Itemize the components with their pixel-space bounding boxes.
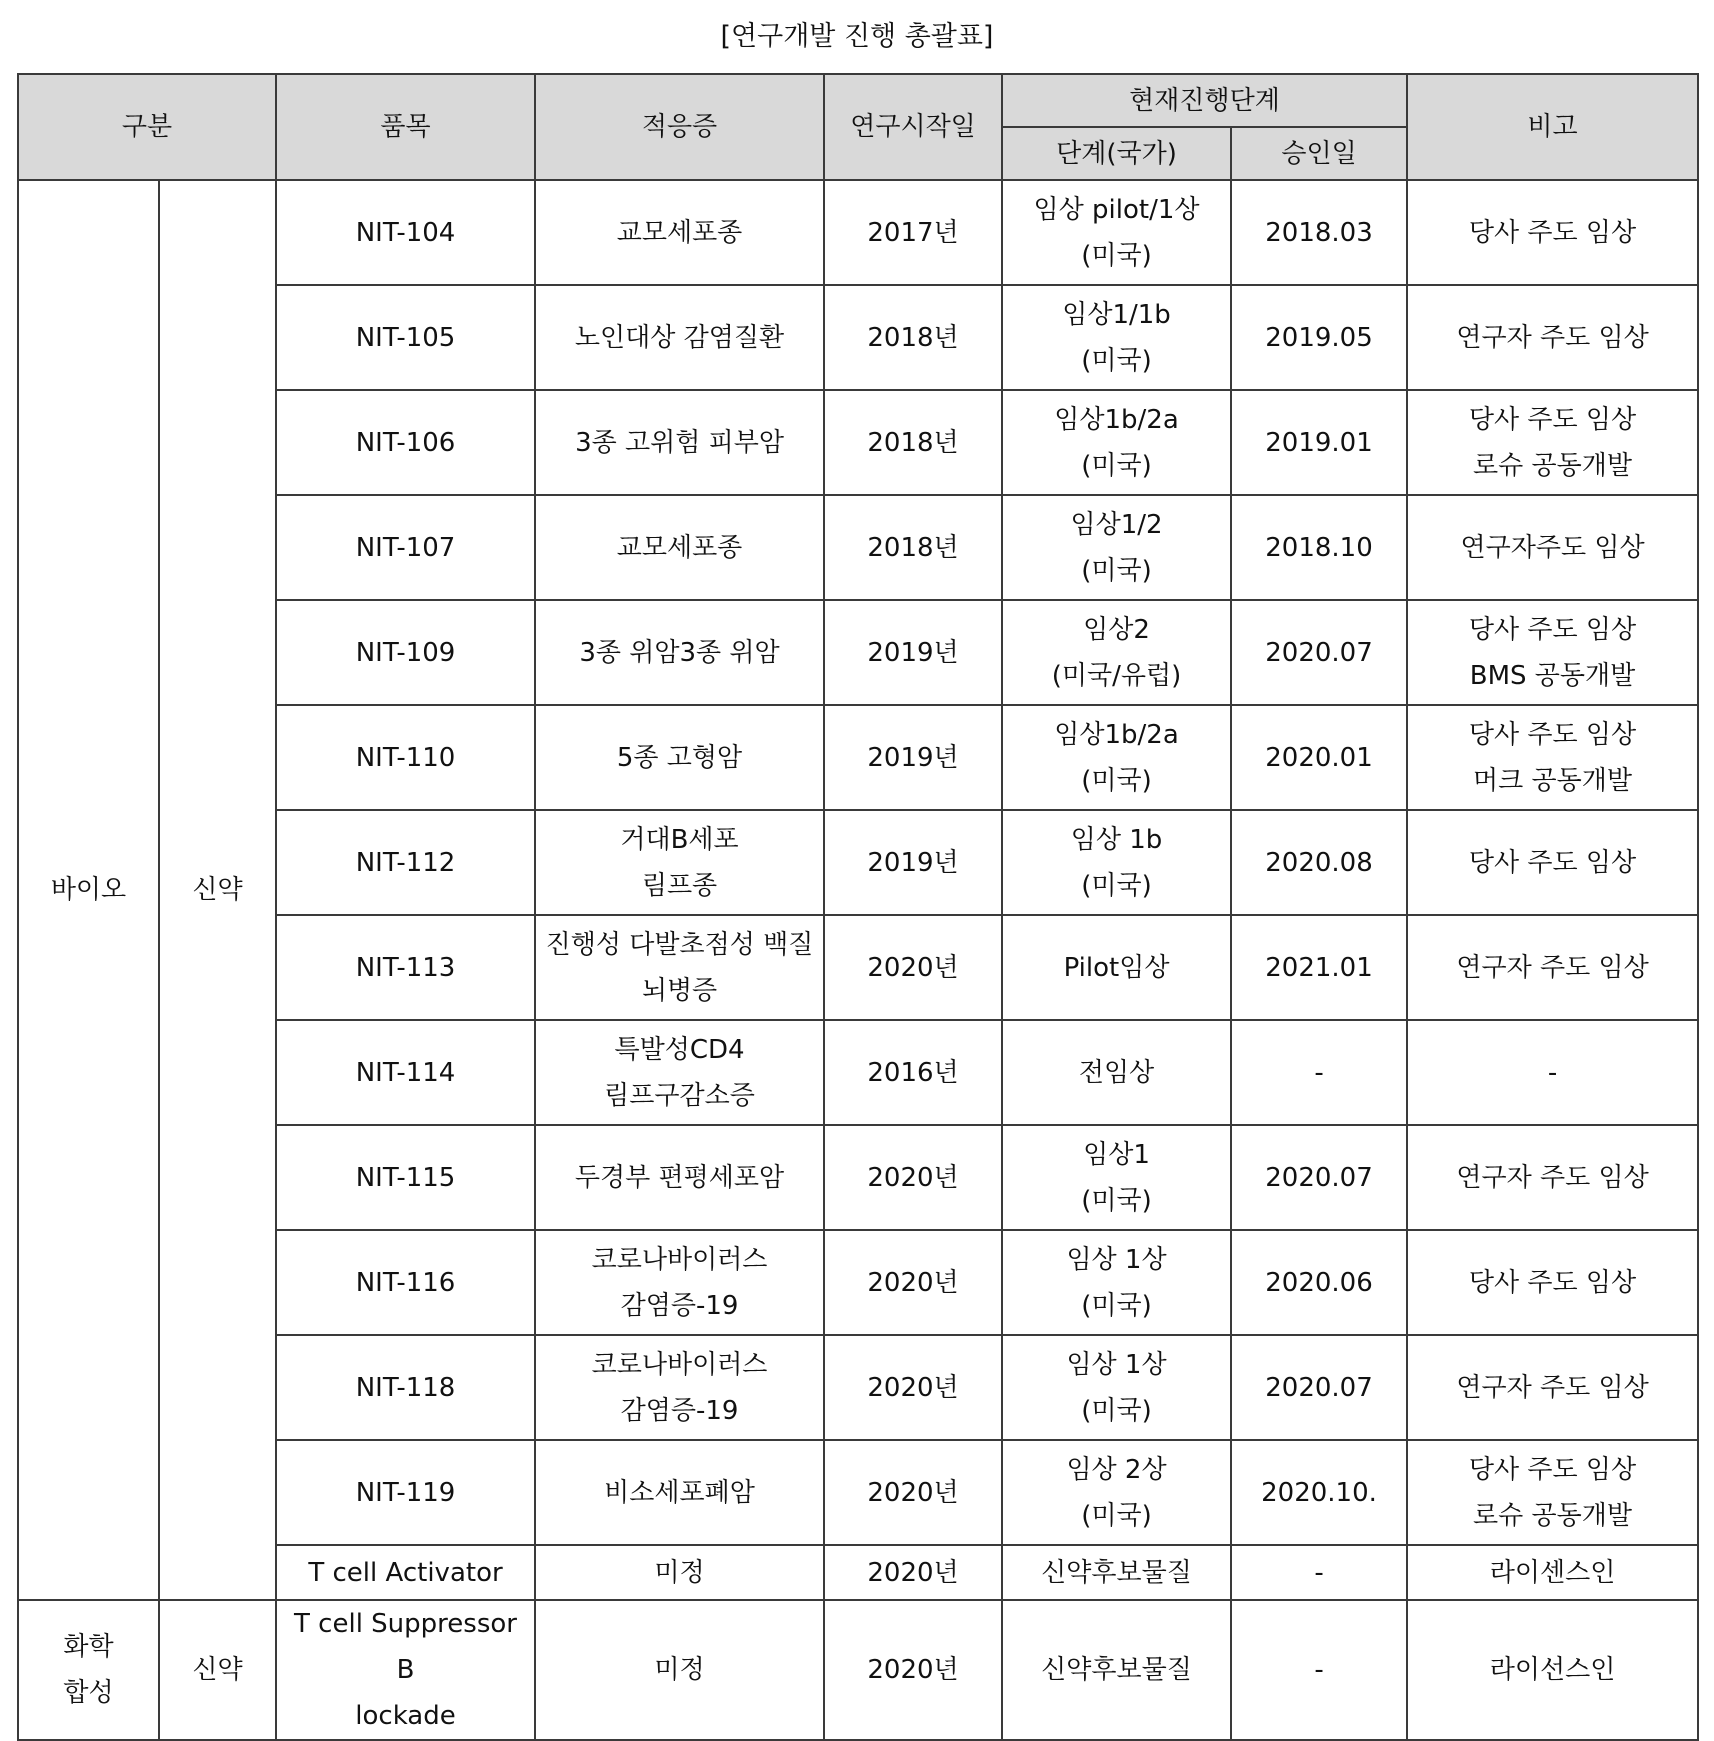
stage-cell-text: 임상 1b (미국) — [1070, 824, 1163, 901]
indication-cell-text: 3종 위암3종 위암 — [579, 637, 780, 668]
approval-date-cell — [1231, 600, 1407, 705]
remarks-cell-text: 당사 주도 임상 — [1468, 1267, 1637, 1298]
start-date-cell — [824, 915, 1002, 1020]
product-cell — [276, 1020, 535, 1125]
table-row — [18, 180, 1698, 285]
remarks-cell-text: 라이센스인 — [1489, 1557, 1616, 1588]
indication-cell-text: 5종 고형암 — [616, 742, 743, 773]
remarks-cell — [1407, 1125, 1698, 1230]
header-stage-country: 단계(국가) — [1002, 127, 1231, 180]
indication-cell — [535, 600, 824, 705]
product-cell — [276, 1440, 535, 1545]
remarks-cell-text: 당사 주도 임상 — [1468, 847, 1637, 878]
stage-cell — [1002, 600, 1231, 705]
approval-date-cell-text: 2020.07 — [1265, 637, 1373, 668]
remarks-cell — [1407, 1230, 1698, 1335]
start-date-cell-text: 2020년 — [867, 1557, 959, 1588]
remarks-cell — [1407, 1600, 1698, 1740]
stage-cell — [1002, 915, 1231, 1020]
stage-cell-text: 임상 1상 (미국) — [1066, 1244, 1167, 1321]
start-date-cell — [824, 1335, 1002, 1440]
indication-cell — [535, 1545, 824, 1600]
stage-cell-text: 임상1/1b (미국) — [1062, 299, 1171, 376]
indication-cell — [535, 180, 824, 285]
indication-cell — [535, 1335, 824, 1440]
start-date-cell-text: 2020년 — [867, 1372, 959, 1403]
stage-cell — [1002, 1125, 1231, 1230]
approval-date-cell-text: 2019.05 — [1265, 322, 1373, 353]
indication-cell — [535, 1440, 824, 1545]
start-date-cell-text: 2019년 — [867, 847, 959, 878]
stage-cell — [1002, 1230, 1231, 1335]
approval-date-cell-text: - — [1314, 1557, 1324, 1588]
start-date-cell-text: 2016년 — [867, 1057, 959, 1088]
remarks-cell-text: 당사 주도 임상 BMS 공동개발 — [1468, 614, 1637, 691]
product-cell — [276, 705, 535, 810]
remarks-cell — [1407, 915, 1698, 1020]
approval-date-cell-text: 2021.01 — [1265, 952, 1373, 983]
stage-cell — [1002, 1335, 1231, 1440]
stage-cell-text: Pilot임상 — [1063, 952, 1170, 983]
stage-cell-text: 임상 pilot/1상 (미국) — [1033, 194, 1200, 271]
category-main-cell — [18, 180, 159, 1600]
start-date-cell-text: 2018년 — [867, 322, 959, 353]
product-cell-text: NIT-116 — [355, 1267, 456, 1298]
approval-date-cell — [1231, 810, 1407, 915]
remarks-cell — [1407, 180, 1698, 285]
start-date-cell — [824, 1545, 1002, 1600]
indication-cell-text: 거대B세포 림프종 — [620, 824, 739, 901]
remarks-cell — [1407, 810, 1698, 915]
stage-cell — [1002, 495, 1231, 600]
product-cell-text: NIT-104 — [355, 217, 456, 248]
approval-date-cell — [1231, 1545, 1407, 1600]
product-cell-text: NIT-106 — [355, 427, 456, 458]
remarks-cell-text: 연구자 주도 임상 — [1456, 322, 1649, 353]
start-date-cell — [824, 705, 1002, 810]
approval-date-cell — [1231, 705, 1407, 810]
indication-cell — [535, 1125, 824, 1230]
approval-date-cell — [1231, 180, 1407, 285]
indication-cell — [535, 1600, 824, 1740]
start-date-cell-text: 2020년 — [867, 1655, 959, 1685]
approval-date-cell-text: - — [1314, 1655, 1324, 1685]
indication-cell-text: 3종 고위험 피부암 — [575, 427, 784, 458]
indication-cell — [535, 495, 824, 600]
start-date-cell-text: 2020년 — [867, 952, 959, 983]
stage-cell — [1002, 810, 1231, 915]
indication-cell — [535, 1020, 824, 1125]
start-date-cell — [824, 495, 1002, 600]
indication-cell-text: 미정 — [654, 1655, 705, 1685]
category-main-cell — [18, 1600, 159, 1740]
product-cell-text: T cell Activator — [308, 1557, 503, 1588]
remarks-cell-text: - — [1547, 1057, 1558, 1088]
approval-date-cell — [1231, 390, 1407, 495]
product-cell-text: NIT-105 — [355, 322, 456, 353]
stage-cell-text: 신약후보물질 — [1041, 1655, 1192, 1685]
remarks-cell-text: 당사 주도 임상 로슈 공동개발 — [1468, 404, 1637, 481]
start-date-cell — [824, 285, 1002, 390]
product-cell — [276, 390, 535, 495]
start-date-cell — [824, 1230, 1002, 1335]
approval-date-cell — [1231, 1125, 1407, 1230]
start-date-cell-text: 2018년 — [867, 532, 959, 563]
stage-cell-text: 임상 1상 (미국) — [1066, 1349, 1167, 1426]
indication-cell-text: 교모세포종 — [616, 532, 743, 563]
approval-date-cell-text: 2020.06 — [1265, 1267, 1373, 1298]
start-date-cell — [824, 1125, 1002, 1230]
indication-cell-text: 진행성 다발초점성 백질 뇌병증 — [545, 929, 814, 1006]
product-cell-text: NIT-118 — [355, 1372, 456, 1403]
product-cell-text: NIT-109 — [355, 637, 456, 668]
approval-date-cell-text: 2018.10 — [1265, 532, 1373, 563]
header-indication: 적응증 — [535, 74, 824, 180]
indication-cell — [535, 915, 824, 1020]
remarks-cell-text: 연구자 주도 임상 — [1456, 1162, 1649, 1193]
start-date-cell-text: 2017년 — [867, 217, 959, 248]
table-row — [18, 1600, 1698, 1740]
stage-cell-text: 임상2 (미국/유럽) — [1051, 614, 1182, 691]
stage-cell — [1002, 1545, 1231, 1600]
approval-date-cell — [1231, 915, 1407, 1020]
category-main-cell-text: 바이오 — [50, 875, 127, 905]
remarks-cell-text: 연구자주도 임상 — [1460, 532, 1645, 563]
remarks-cell — [1407, 495, 1698, 600]
indication-cell — [535, 285, 824, 390]
approval-date-cell-text: - — [1314, 1057, 1324, 1088]
start-date-cell — [824, 180, 1002, 285]
approval-date-cell — [1231, 1335, 1407, 1440]
stage-cell-text: 전임상 — [1078, 1057, 1155, 1088]
remarks-cell — [1407, 600, 1698, 705]
indication-cell — [535, 810, 824, 915]
approval-date-cell — [1231, 1440, 1407, 1545]
rnd-summary-table — [17, 73, 1699, 1741]
product-cell — [276, 1545, 535, 1600]
approval-date-cell-text: 2020.07 — [1265, 1372, 1373, 1403]
start-date-cell — [824, 1020, 1002, 1125]
stage-cell — [1002, 705, 1231, 810]
indication-cell-text: 교모세포종 — [616, 217, 743, 248]
category-sub-cell-text: 신약 — [192, 875, 243, 905]
product-cell-text: NIT-110 — [355, 742, 456, 773]
start-date-cell — [824, 600, 1002, 705]
stage-cell — [1002, 180, 1231, 285]
product-cell-text: NIT-113 — [355, 952, 456, 983]
product-cell — [276, 810, 535, 915]
product-cell — [276, 1125, 535, 1230]
stage-cell-text: 임상 2상 (미국) — [1066, 1454, 1167, 1531]
remarks-cell — [1407, 705, 1698, 810]
approval-date-cell-text: 2020.01 — [1265, 742, 1373, 773]
header-product: 품목 — [276, 74, 535, 180]
stage-cell — [1002, 390, 1231, 495]
approval-date-cell — [1231, 285, 1407, 390]
header-current-stage: 현재진행단계 — [1002, 74, 1407, 127]
product-cell — [276, 915, 535, 1020]
stage-cell-text: 임상1 (미국) — [1081, 1139, 1152, 1216]
header-category: 구분 — [18, 74, 276, 180]
indication-cell-text: 비소세포폐암 — [604, 1477, 755, 1508]
stage-cell-text: 신약후보물질 — [1041, 1557, 1192, 1588]
stage-cell — [1002, 1600, 1231, 1740]
approval-date-cell-text: 2018.03 — [1265, 217, 1373, 248]
header-start-date: 연구시작일 — [824, 74, 1002, 180]
remarks-cell — [1407, 1440, 1698, 1545]
product-cell — [276, 495, 535, 600]
product-cell-text: NIT-112 — [355, 847, 456, 878]
remarks-cell-text: 당사 주도 임상 머크 공동개발 — [1468, 719, 1637, 796]
start-date-cell-text: 2019년 — [867, 742, 959, 773]
approval-date-cell — [1231, 1230, 1407, 1335]
start-date-cell — [824, 1600, 1002, 1740]
indication-cell — [535, 390, 824, 495]
approval-date-cell — [1231, 1020, 1407, 1125]
product-cell-text: NIT-114 — [355, 1057, 456, 1088]
indication-cell-text: 코로나바이러스 감염증-19 — [591, 1244, 768, 1321]
remarks-cell — [1407, 1335, 1698, 1440]
indication-cell-text: 코로나바이러스 감염증-19 — [591, 1349, 768, 1426]
product-cell-text: NIT-107 — [355, 532, 456, 563]
indication-cell-text: 두경부 편평세포암 — [574, 1162, 785, 1193]
approval-date-cell-text: 2019.01 — [1265, 427, 1373, 458]
remarks-cell-text: 당사 주도 임상 로슈 공동개발 — [1468, 1454, 1637, 1531]
remarks-cell-text: 연구자 주도 임상 — [1456, 1372, 1649, 1403]
stage-cell — [1002, 285, 1231, 390]
remarks-cell-text: 당사 주도 임상 — [1468, 217, 1637, 248]
approval-date-cell-text: 2020.10. — [1261, 1477, 1377, 1508]
start-date-cell-text: 2020년 — [867, 1162, 959, 1193]
product-cell-text: NIT-115 — [355, 1162, 456, 1193]
product-cell — [276, 1230, 535, 1335]
product-cell-text: T cell Suppressor B lockade — [294, 1609, 517, 1731]
remarks-cell-text: 라이선스인 — [1489, 1655, 1616, 1685]
remarks-cell-text: 연구자 주도 임상 — [1456, 952, 1649, 983]
product-cell — [276, 285, 535, 390]
approval-date-cell-text: 2020.07 — [1265, 1162, 1373, 1193]
indication-cell-text: 노인대상 감염질환 — [574, 322, 785, 353]
start-date-cell-text: 2019년 — [867, 637, 959, 668]
category-sub-cell — [159, 180, 276, 1600]
product-cell — [276, 600, 535, 705]
start-date-cell — [824, 1440, 1002, 1545]
product-cell — [276, 1600, 535, 1740]
remarks-cell — [1407, 285, 1698, 390]
table-body — [18, 180, 1698, 1740]
product-cell-text: NIT-119 — [355, 1477, 456, 1508]
page-title: [연구개발 진행 총괄표] — [720, 21, 994, 52]
approval-date-cell-text: 2020.08 — [1265, 847, 1373, 878]
header-remarks: 비고 — [1407, 74, 1698, 180]
indication-cell-text: 미정 — [654, 1557, 705, 1588]
product-cell — [276, 180, 535, 285]
category-main-cell-text: 화학 합성 — [63, 1632, 114, 1708]
stage-cell-text: 임상1/2 (미국) — [1070, 509, 1163, 586]
stage-cell-text: 임상1b/2a (미국) — [1054, 404, 1179, 481]
start-date-cell-text: 2020년 — [867, 1477, 959, 1508]
remarks-cell — [1407, 1545, 1698, 1600]
approval-date-cell — [1231, 1600, 1407, 1740]
start-date-cell — [824, 390, 1002, 495]
indication-cell-text: 특발성CD4 림프구감소증 — [604, 1034, 755, 1111]
start-date-cell — [824, 810, 1002, 915]
stage-cell — [1002, 1440, 1231, 1545]
header-approval-date: 승인일 — [1231, 127, 1407, 180]
indication-cell — [535, 1230, 824, 1335]
remarks-cell — [1407, 390, 1698, 495]
stage-cell-text: 임상1b/2a (미국) — [1054, 719, 1179, 796]
stage-cell — [1002, 1020, 1231, 1125]
approval-date-cell — [1231, 495, 1407, 600]
category-sub-cell — [159, 1600, 276, 1740]
category-sub-cell-text: 신약 — [192, 1655, 243, 1685]
start-date-cell-text: 2018년 — [867, 427, 959, 458]
indication-cell — [535, 705, 824, 810]
remarks-cell — [1407, 1020, 1698, 1125]
start-date-cell-text: 2020년 — [867, 1267, 959, 1298]
product-cell — [276, 1335, 535, 1440]
